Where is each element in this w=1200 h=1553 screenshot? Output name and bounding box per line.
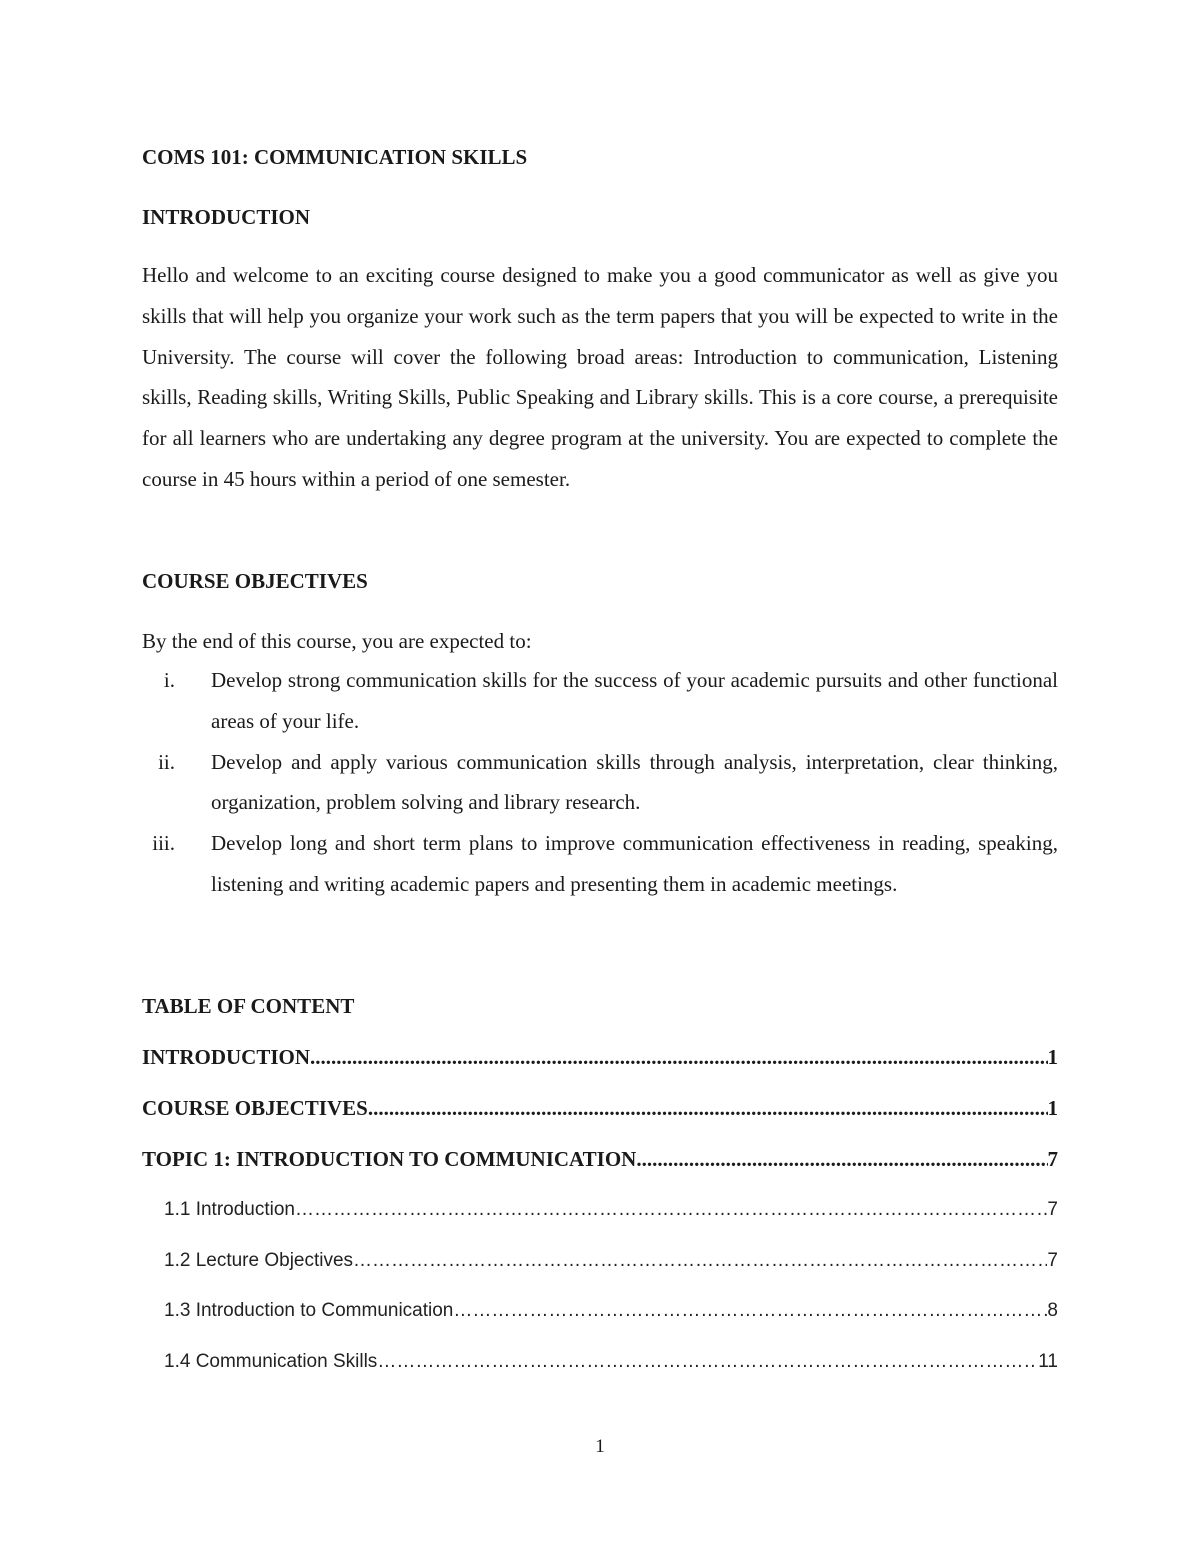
- toc-dot-leader: [353, 1249, 1047, 1273]
- toc-entry[interactable]: [164, 1299, 1058, 1323]
- toc-entry-page: 7: [1047, 1199, 1058, 1220]
- introduction-heading: INTRODUCTION: [142, 205, 311, 229]
- toc-entry[interactable]: [142, 1096, 1058, 1120]
- toc-entry[interactable]: [164, 1350, 1058, 1374]
- introduction-paragraph: Hello and welcome to an exciting course designed to make you a good communicator as well as give you skills that will help you organize your work such as the term papers that you will be expected to write in the University. The course will cover the following broad areas: Introduction to communication, Listening skills, Reading skills, Writing Skills, Public Speaking and Library skills. This is a core course, a prerequisite for all learners who are undertaking any degree program at the university. You are expected to complete the course in 45 hours within a period of one semester.: [142, 263, 1058, 491]
- toc-entry-label: 1.4 Communication Skills: [164, 1351, 378, 1372]
- objective-text: Develop long and short term plans to improve communication effectiveness in reading, speaking, listening and writing academic papers and presenting them in academic meetings.: [211, 831, 1058, 896]
- objective-item: [142, 660, 1058, 742]
- toc-entry-page: 1: [1047, 1045, 1058, 1069]
- toc-entry-label: COURSE OBJECTIVES: [142, 1096, 368, 1120]
- document-title: COMS 101: COMMUNICATION SKILLS: [142, 145, 528, 169]
- objectives-heading: COURSE OBJECTIVES: [142, 569, 368, 593]
- toc-entry-page: 11: [1038, 1351, 1058, 1372]
- toc-dot-leader: [377, 1350, 1038, 1374]
- objective-item: [142, 823, 1058, 905]
- toc-entry[interactable]: [164, 1198, 1058, 1222]
- objectives-list: [142, 660, 1058, 905]
- toc-dot-leader: [310, 1045, 1047, 1069]
- toc-entry[interactable]: [142, 1045, 1058, 1069]
- objectives-intro: By the end of this course, you are expected to:: [142, 629, 532, 653]
- toc-entry-label: INTRODUCTION: [142, 1045, 311, 1069]
- toc-entry-page: 7: [1047, 1250, 1058, 1271]
- toc-entry-label: 1.2 Lecture Objectives: [164, 1250, 354, 1271]
- toc-dot-leader: [636, 1147, 1047, 1171]
- toc-entry-page: 7: [1047, 1147, 1058, 1171]
- toc-entry-label: 1.1 Introduction: [164, 1199, 295, 1220]
- document-page: [142, 0, 1058, 1553]
- toc-dot-leader: [453, 1299, 1047, 1323]
- page-number: 1: [595, 1436, 605, 1457]
- toc-entry[interactable]: [142, 1147, 1058, 1171]
- toc-entry[interactable]: [164, 1249, 1058, 1273]
- objective-text: Develop strong communication skills for the success of your academic pursuits and other functional areas of your life.: [211, 668, 1058, 733]
- toc-entry-page: 8: [1047, 1300, 1058, 1321]
- toc-dot-leader: [368, 1096, 1048, 1120]
- toc-heading: TABLE OF CONTENT: [142, 994, 355, 1018]
- objective-text: Develop and apply various communication skills through analysis, interpretation, clear thinking, organization, problem solving and library research.: [211, 749, 1058, 815]
- toc-entry-page: 1: [1047, 1096, 1058, 1120]
- objective-number: iii.: [152, 831, 175, 856]
- toc-entry-label: TOPIC 1: INTRODUCTION TO COMMUNICATION: [142, 1147, 637, 1171]
- objective-item: [142, 742, 1058, 824]
- toc-dot-leader: [295, 1198, 1047, 1222]
- objective-number: ii.: [158, 749, 175, 774]
- toc-entry-label: 1.3 Introduction to Communication: [164, 1300, 454, 1321]
- objective-number: i.: [163, 668, 175, 692]
